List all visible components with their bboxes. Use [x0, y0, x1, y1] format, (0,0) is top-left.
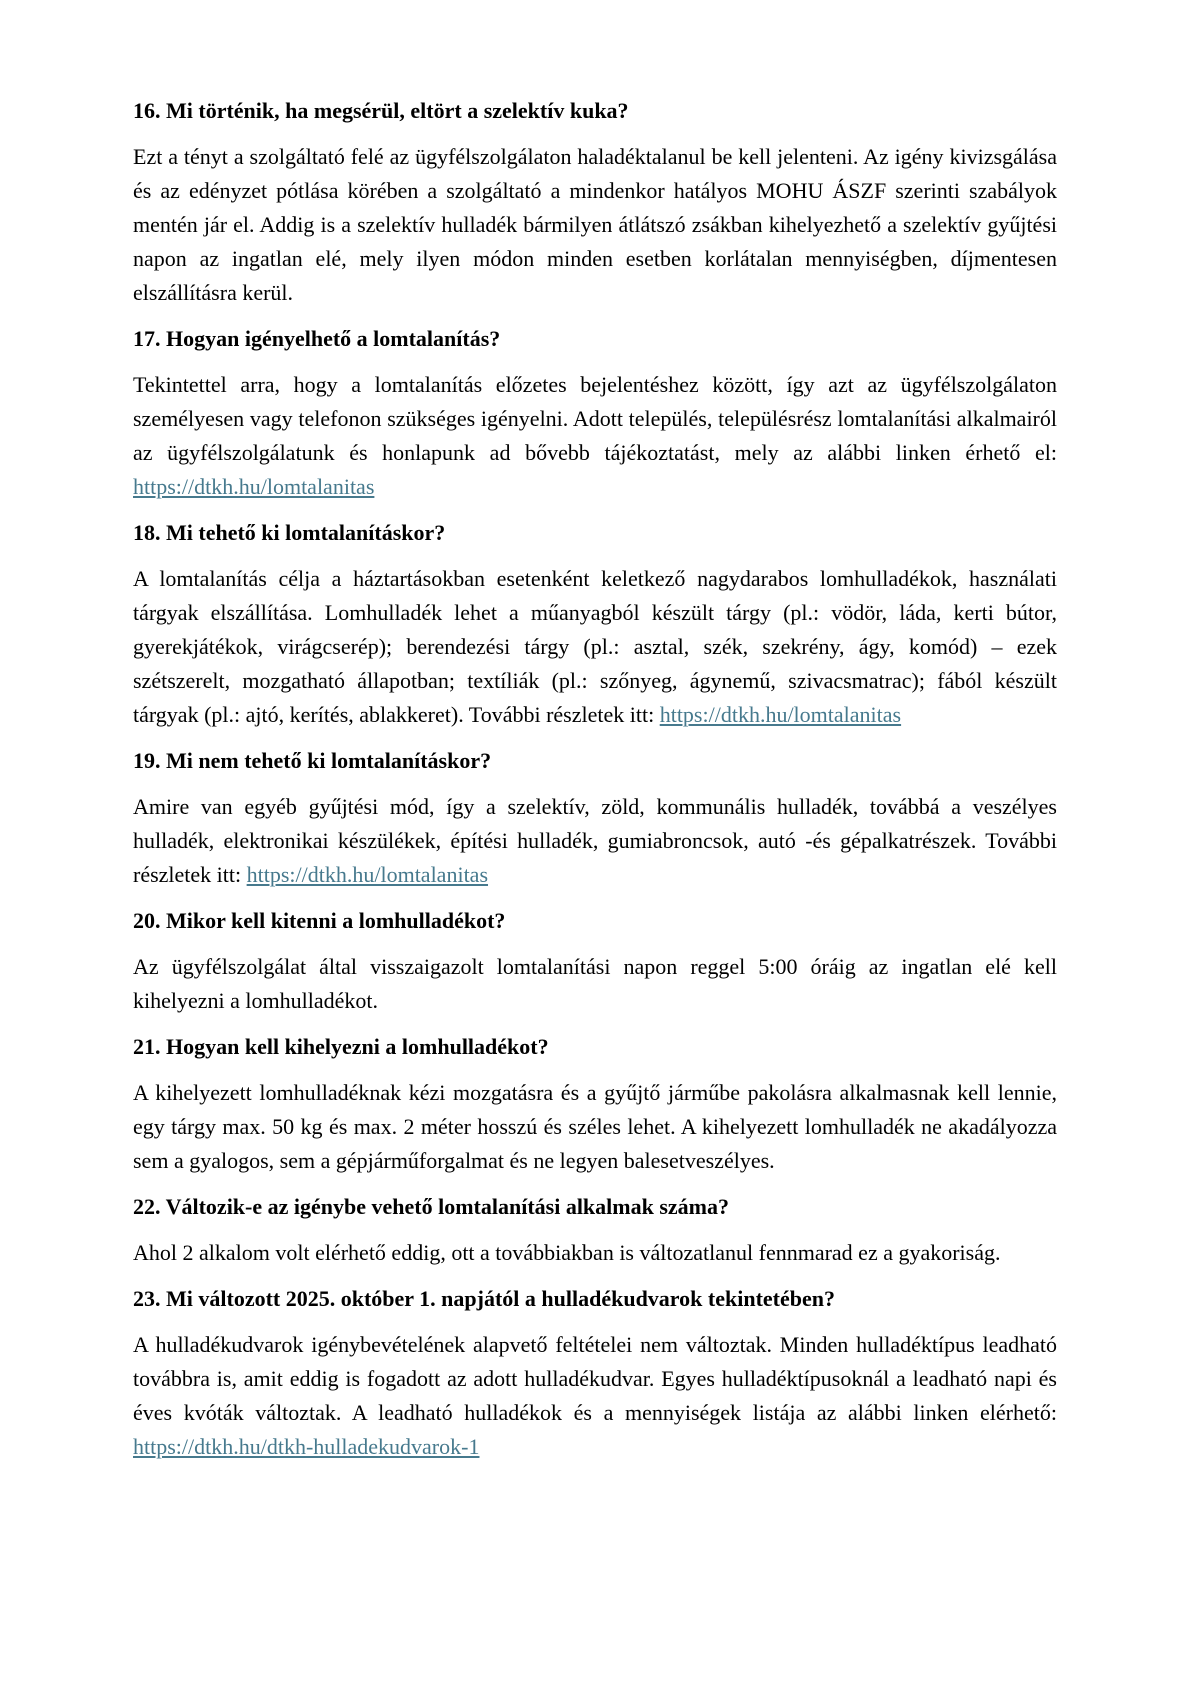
answer-paragraph	[133, 1236, 1057, 1270]
hulladekudvarok-link[interactable]: https://dtkh.hu/dtkh-hulladekudvarok-1	[133, 1434, 480, 1459]
answer-text: Ezt a tényt a szolgáltató felé az ügyfélszolgálaton haladéktalanul be kell jelenteni. Az igény kivizsgálása és az edényzet pótlása körében a szolgáltató a mindenkor hatályos MOHU ÁSZF szerinti szabályok mentén jár el. Addig is a szelektív hulladék bármilyen átlátszó zsákban kihelyezhető a szelektív gyűjtési napon az ingatlan elé, mely ilyen módon minden esetben korlátalan mennyiségben, díjmentesen elszállításra kerül.	[133, 144, 1057, 305]
answer-paragraph	[133, 368, 1057, 504]
question-heading: 19. Mi nem tehető ki lomtalanításkor?	[133, 748, 492, 773]
question-heading: 16. Mi történik, ha megsérül, eltört a szelektív kuka?	[133, 98, 629, 123]
answer-text: Amire van egyéb gyűjtési mód, így a szelektív, zöld, kommunális hulladék, továbbá a veszélyes hulladék, elektronikai készülékek, építési hulladék, gumiabroncsok, autó -és gépalkatrészek. További részletek itt:	[133, 794, 1057, 887]
question-heading: 17. Hogyan igényelhető a lomtalanítás?	[133, 326, 501, 351]
question-heading: 18. Mi tehető ki lomtalanításkor?	[133, 520, 446, 545]
faq-section-20	[133, 904, 1057, 1018]
answer-paragraph	[133, 790, 1057, 892]
answer-paragraph	[133, 562, 1057, 732]
answer-text: Tekintettel arra, hogy a lomtalanítás előzetes bejelentéshez között, így azt az ügyfélszolgálaton személyesen vagy telefonon szükséges igényelni. Adott település, településrész lomtalanítási alkalmairól az ügyfélszolgálatunk és honlapunk ad bővebb tájékoztatást, mely az alábbi linken érhető el:	[133, 372, 1057, 465]
question-heading: 21. Hogyan kell kihelyezni a lomhulladékot?	[133, 1034, 549, 1059]
faq-section-21	[133, 1030, 1057, 1178]
lomtalanitas-link[interactable]: https://dtkh.hu/lomtalanitas	[133, 474, 375, 499]
answer-text: A hulladékudvarok igénybevételének alapvető feltételei nem változtak. Minden hulladéktípus leadható továbbra is, amit eddig is fogadott az adott hulladékudvar. Egyes hulladéktípusoknál a leadható napi és éves kvóták változtak. A leadható hulladékok és a mennyiségek listája az alábbi linken elérhető:	[133, 1332, 1057, 1425]
question-heading: 23. Mi változott 2025. október 1. napjától a hulladékudvarok tekintetében?	[133, 1286, 835, 1311]
faq-section-22	[133, 1190, 1057, 1270]
faq-section-17	[133, 322, 1057, 504]
answer-text: A lomtalanítás célja a háztartásokban esetenként keletkező nagydarabos lomhulladékok, használati tárgyak elszállítása. Lomhulladék lehet a műanyagból készült tárgy (pl.: vödör, láda, kerti bútor, gyerekjátékok, virágcserép); berendezési tárgy (pl.: asztal, szék, szekrény, ágy, komód) – ezek szétszerelt, mozgatható állapotban; textíliák (pl.: szőnyeg, ágynemű, szivacsmatrac); fából készült tárgyak (pl.: ajtó, kerítés, ablakkeret). További részletek itt:	[133, 566, 1057, 727]
question-heading: 20. Mikor kell kitenni a lomhulladékot?	[133, 908, 506, 933]
faq-section-16	[133, 94, 1057, 310]
question-heading: 22. Változik-e az igénybe vehető lomtalanítási alkalmak száma?	[133, 1194, 729, 1219]
lomtalanitas-link[interactable]: https://dtkh.hu/lomtalanitas	[659, 702, 902, 727]
lomtalanitas-link[interactable]: https://dtkh.hu/lomtalanitas	[246, 862, 489, 887]
faq-section-18	[133, 516, 1057, 732]
answer-paragraph	[133, 950, 1057, 1018]
answer-text: Ahol 2 alkalom volt elérhető eddig, ott a továbbiakban is változatlanul fennmarad ez a gyakoriság.	[133, 1240, 1001, 1265]
answer-paragraph	[133, 140, 1057, 310]
answer-paragraph	[133, 1076, 1057, 1178]
faq-section-23	[133, 1282, 1057, 1464]
answer-paragraph	[133, 1328, 1057, 1464]
faq-section-19	[133, 744, 1057, 892]
answer-text: A kihelyezett lomhulladéknak kézi mozgatásra és a gyűjtő járműbe pakolásra alkalmasnak kell lennie, egy tárgy max. 50 kg és max. 2 méter hosszú és széles lehet. A kihelyezett lomhulladék ne akadályozza sem a gyalogos, sem a gépjárműforgalmat és ne legyen balesetveszélyes.	[133, 1080, 1057, 1173]
answer-text: Az ügyfélszolgálat által visszaigazolt lomtalanítási napon reggel 5:00 óráig az ingatlan elé kell kihelyezni a lomhulladékot.	[133, 954, 1057, 1013]
